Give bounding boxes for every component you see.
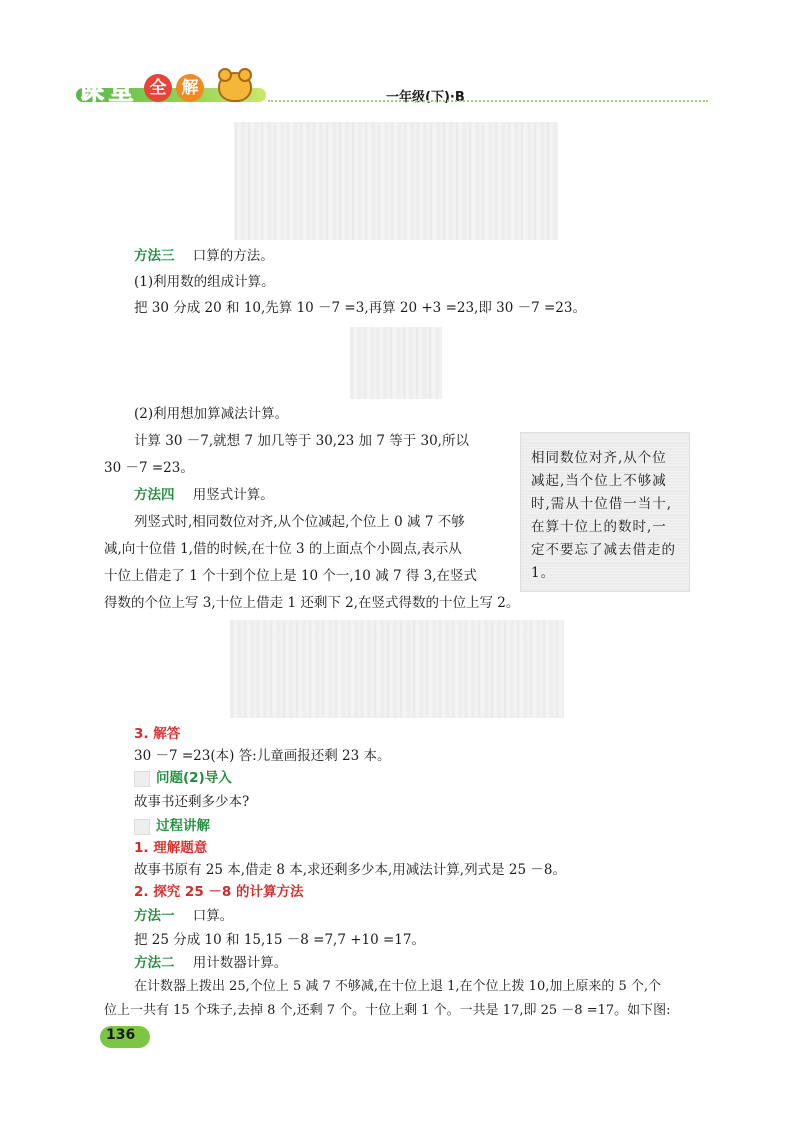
bear-mascot-icon — [218, 72, 252, 102]
method3-desc: 口算的方法。 — [192, 248, 274, 264]
method2-para-line1: 在计数器上拨出 25,个位上 5 减 7 不够减,在十位上退 1,在个位上拨 10,加上原来的 5 个,个 — [134, 979, 662, 994]
method1-text: 把 25 分成 10 和 15,15 －8 =7,7 +10 =17。 — [134, 932, 425, 948]
method1-title: 方法一 — [134, 908, 175, 924]
method4-para-line3: 十位上借走了 1 个十到个位上是 10 个一,10 减 7 得 3,在竖式 — [104, 568, 478, 584]
method3-sub2-text2: 30 －7 =23。 — [104, 460, 194, 476]
question-tag-icon — [134, 771, 150, 787]
question2-text: 故事书还剩多少本? — [134, 794, 250, 810]
section3-title: 3. 解答 — [134, 726, 181, 742]
process-title: 过程讲解 — [156, 818, 210, 834]
section1-text: 故事书原有 25 本,借走 8 本,求还剩多少本,用减法计算,列式是 25 －8。 — [134, 862, 566, 878]
method1-heading — [134, 906, 233, 926]
figure-counter-30-minus-7 — [234, 122, 558, 240]
method2-para-line2: 位上一共有 15 个珠子,去掉 8 个,还剩 7 个。十位上剩 1 个。一共是 17,即 25 －8 =17。如下图: — [104, 1003, 671, 1018]
method2-desc: 用计数器计算。 — [192, 955, 288, 971]
side-note-box — [520, 432, 690, 592]
figure-vertical-subtraction — [230, 620, 564, 718]
method2-heading — [134, 953, 287, 973]
question2-title: 问题(2)导入 — [156, 770, 232, 786]
logo-char-4: 解 — [176, 74, 204, 102]
method3-title: 方法三 — [134, 248, 175, 264]
method4-para-line4: 得数的个位上写 3,十位上借走 1 还剩下 2,在竖式得数的十位上写 2。 — [104, 595, 520, 611]
method4-para-line2: 减,向十位借 1,借的时候,在十位 3 的上面点个小圆点,表示从 — [104, 541, 462, 557]
page-number: 136 — [106, 1027, 136, 1043]
method3-sub2-label: (2)利用想加算减法计算。 — [134, 406, 289, 422]
section2-title: 2. 探究 25 －8 的计算方法 — [134, 884, 304, 900]
method2-title: 方法二 — [134, 955, 175, 971]
method3-heading — [134, 246, 274, 266]
method4-para-line1: 列竖式时,相同数位对齐,从个位减起,个位上 0 减 7 不够 — [134, 514, 465, 530]
method3-sub1-label: (1)利用数的组成计算。 — [134, 274, 275, 290]
header-dotted-divider — [268, 100, 708, 102]
method3-sub1-text: 把 30 分成 20 和 10,先算 10 －7 =3,再算 20 +3 =23,即 30 －7 =23。 — [134, 300, 586, 316]
grade-label: 一年级(下)·B — [386, 90, 465, 105]
process-tag-icon — [134, 819, 150, 835]
method4-title: 方法四 — [134, 487, 175, 503]
method4-heading — [134, 485, 274, 505]
side-note-text: 相同数位对齐,从个位减起,当个位上不够减时,需从十位借一当十,在算十位上的数时,一定不要忘了减去借走的 1。 — [531, 450, 676, 581]
logo-char-2: 堂 — [108, 76, 135, 106]
method4-desc: 用竖式计算。 — [192, 487, 274, 503]
section3-answer: 30 －7 =23(本) 答:儿童画报还剩 23 本。 — [134, 748, 391, 764]
logo-char-3: 全 — [144, 74, 172, 102]
method3-sub2-text1: 计算 30 －7,就想 7 加几等于 30,23 加 7 等于 30,所以 — [134, 433, 469, 449]
figure-number-composition — [350, 327, 442, 399]
logo-char-1: 课 — [78, 76, 105, 106]
method1-desc: 口算。 — [192, 908, 234, 924]
section1-title: 1. 理解题意 — [134, 840, 208, 856]
